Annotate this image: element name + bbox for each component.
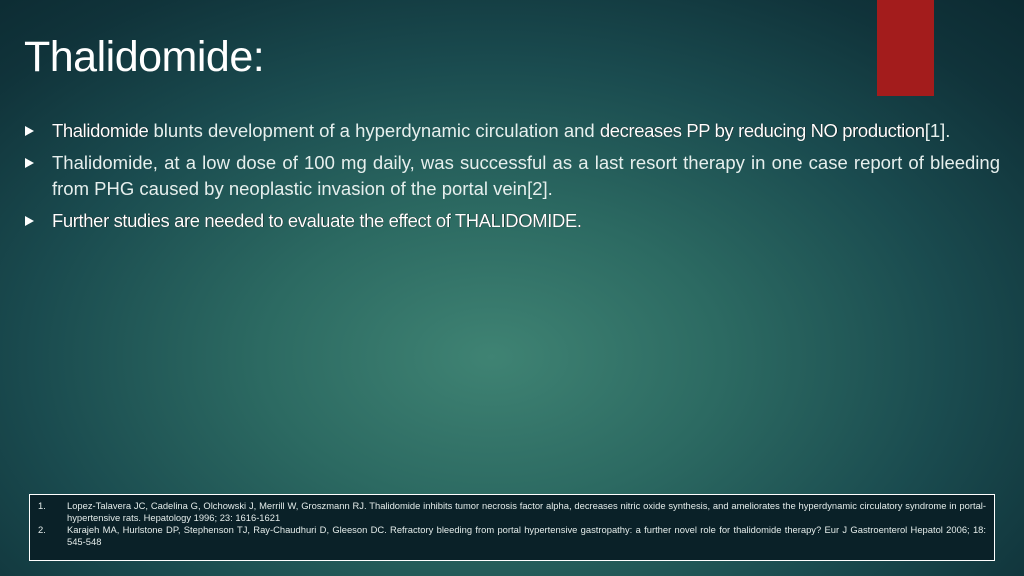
bullet-item xyxy=(24,208,1000,234)
slide-title: Thalidomide: xyxy=(24,33,265,81)
reference-number: 2. xyxy=(38,524,46,535)
bullet-list xyxy=(24,118,1000,240)
reference-item xyxy=(38,524,986,548)
bullet-arrow-icon xyxy=(25,216,34,226)
references-box xyxy=(29,494,995,561)
bullet-item xyxy=(24,150,1000,202)
reference-list xyxy=(38,500,986,548)
bullet-text: blunts development of a hyperdynamic circulation and xyxy=(148,120,600,141)
bullet-text-bold: decreases PP by reducing NO production xyxy=(599,120,925,141)
bullet-text: Thalidomide, at a low dose of 100 mg daily, was successful as a last resort therapy in one case report of bleeding from PHG caused by neoplastic invasion of the portal vein[2]. xyxy=(52,152,1000,199)
reference-text: Karajeh MA, Hurlstone DP, Stephenson TJ, Ray-Chaudhuri D, Gleeson DC. Refractory bleeding from portal hypertensive gastropathy: a further novel role for thalidomide therapy? Eur J Gastroenterol Hepatol 2006; 18: 545-548 xyxy=(67,524,986,547)
reference-text: Lopez-Talavera JC, Cadelina G, Olchowski J, Merrill W, Groszmann RJ. Thalidomide inhibits tumor necrosis factor alpha, decreases nitric oxide synthesis, and ameliorates the hyperdynamic circulatory syndrome in portal-hypertensive rats. Hepatology 1996; 23: 1616-1621 xyxy=(67,500,986,523)
bullet-arrow-icon xyxy=(25,126,34,136)
bullet-text-bold: Further studies are needed to evaluate the effect of THALIDOMIDE. xyxy=(52,210,582,231)
bullet-text-bold: Thalidomide xyxy=(52,120,149,141)
bullet-item xyxy=(24,118,1000,144)
reference-number: 1. xyxy=(38,500,46,511)
reference-item xyxy=(38,500,986,524)
bullet-arrow-icon xyxy=(25,158,34,168)
red-accent-bar xyxy=(877,0,934,96)
bullet-citation: [1]. xyxy=(924,120,951,141)
